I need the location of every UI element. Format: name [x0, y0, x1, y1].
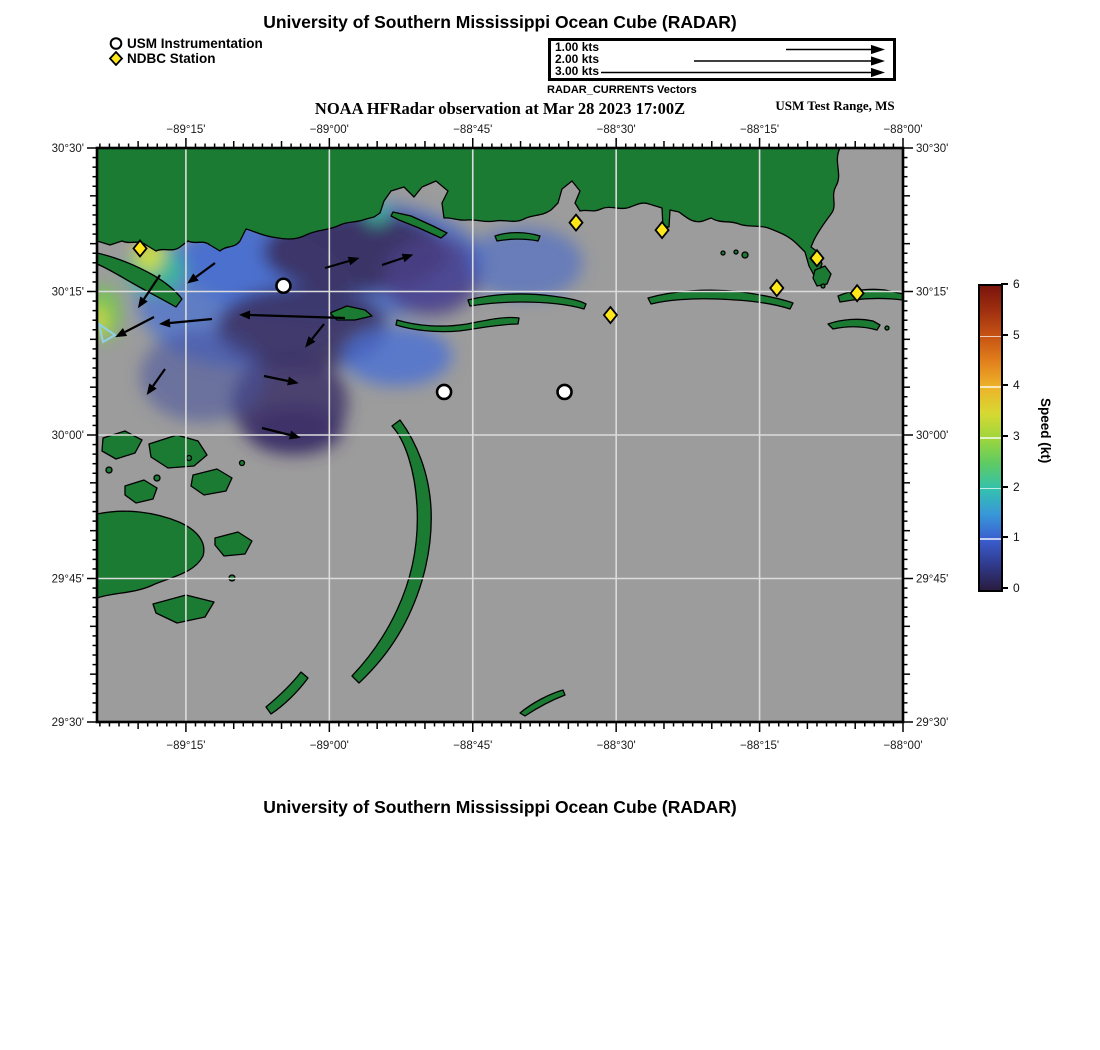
vector-scale-label-1: 1.00 kts — [555, 40, 600, 54]
map-canvas — [51, 124, 949, 752]
colorbar-tick — [1001, 486, 1008, 488]
colorbar-gridline — [980, 488, 1001, 490]
marsh-dot — [240, 461, 245, 466]
colorbar-tick — [1001, 384, 1008, 386]
svg-text:−88°45': −88°45' — [453, 740, 493, 752]
colorbar-gridline — [980, 538, 1001, 540]
svg-text:−88°45': −88°45' — [453, 124, 493, 136]
colorbar-tick-label: 1 — [1013, 530, 1020, 545]
colorbar-title: Speed (kt) — [1038, 398, 1053, 464]
colorbar-tick-label: 4 — [1013, 378, 1020, 393]
map-area — [51, 124, 949, 752]
legend-label-usm: USM Instrumentation — [127, 36, 263, 51]
svg-text:29°30': 29°30' — [51, 717, 84, 729]
islet-dot — [885, 326, 889, 330]
vector-scale-label-2: 2.00 kts — [555, 51, 600, 66]
svg-text:−88°00': −88°00' — [883, 740, 923, 752]
colorbar-tick — [1001, 283, 1008, 285]
ndbc-diamond-icon — [108, 51, 124, 66]
svg-text:−89°15': −89°15' — [166, 740, 206, 752]
svg-text:29°30': 29°30' — [916, 717, 949, 729]
figure-title-top: University of Southern Mississippi Ocean Cube (RADAR) — [263, 12, 737, 32]
vector-scale-caption: RADAR_CURRENTS Vectors — [547, 84, 697, 96]
svg-text:30°15': 30°15' — [51, 286, 84, 299]
colorbar-gridline — [980, 336, 1001, 338]
islet-dot — [734, 250, 738, 254]
svg-text:30°15': 30°15' — [916, 286, 949, 299]
colorbar-gridline — [980, 437, 1001, 439]
colorbar-tick — [1001, 435, 1008, 437]
colorbar — [978, 284, 1003, 592]
usm-circle-icon — [108, 36, 124, 51]
colorbar-tick-label: 3 — [1013, 429, 1020, 443]
colorbar-tick-label: 0 — [1013, 581, 1020, 595]
svg-text:30°00': 30°00' — [51, 430, 84, 442]
islet-dot — [721, 251, 725, 255]
svg-text:−88°15': −88°15' — [740, 740, 780, 752]
svg-text:−89°00': −89°00' — [309, 740, 349, 752]
colorbar-tick — [1001, 587, 1008, 589]
colorbar-tick-label: 6 — [1013, 277, 1020, 291]
legend-label-ndbc: NDBC Station — [127, 51, 216, 66]
svg-text:−88°30': −88°30' — [596, 124, 636, 136]
svg-text:−89°00': −89°00' — [309, 124, 349, 136]
marsh-dot — [154, 475, 160, 481]
legend-item-usm — [108, 36, 263, 51]
usm-instrumentation-marker — [558, 385, 572, 399]
colorbar-tick-label: 2 — [1013, 479, 1020, 494]
legend-item-ndbc — [108, 51, 263, 66]
svg-text:29°45': 29°45' — [916, 573, 949, 586]
colorbar-tick — [1001, 334, 1008, 336]
observation-subtitle: NOAA HFRadar observation at Mar 28 2023 17:00Z — [314, 99, 686, 118]
svg-text:−88°00': −88°00' — [883, 124, 923, 136]
svg-text:30°30': 30°30' — [51, 143, 84, 155]
colorbar-gridline — [980, 386, 1001, 388]
map-legend — [108, 36, 263, 66]
figure-title-bottom: University of Southern Mississippi Ocean Cube (RADAR) — [263, 797, 737, 817]
svg-text:30°00': 30°00' — [916, 430, 949, 442]
island-round — [742, 252, 748, 258]
svg-text:−88°15': −88°15' — [740, 124, 780, 136]
colorbar-tick-label: 5 — [1013, 327, 1020, 342]
marsh-dot — [187, 456, 192, 461]
region-label: USM Test Range, MS — [775, 98, 895, 113]
islet-dot — [821, 284, 825, 288]
vector-scale-box — [548, 38, 896, 81]
usm-instrumentation-marker — [437, 385, 451, 399]
vector-scale-label-3: 3.00 kts — [555, 63, 600, 78]
svg-text:−89°15': −89°15' — [166, 124, 206, 136]
svg-text:29°45': 29°45' — [51, 573, 84, 586]
svg-text:−88°30': −88°30' — [596, 740, 636, 752]
usm-instrumentation-marker — [276, 279, 290, 293]
svg-text:30°30': 30°30' — [916, 143, 949, 155]
colorbar-tick — [1001, 536, 1008, 538]
marsh-dot — [106, 467, 112, 473]
vector-scale-arrows — [551, 41, 893, 78]
